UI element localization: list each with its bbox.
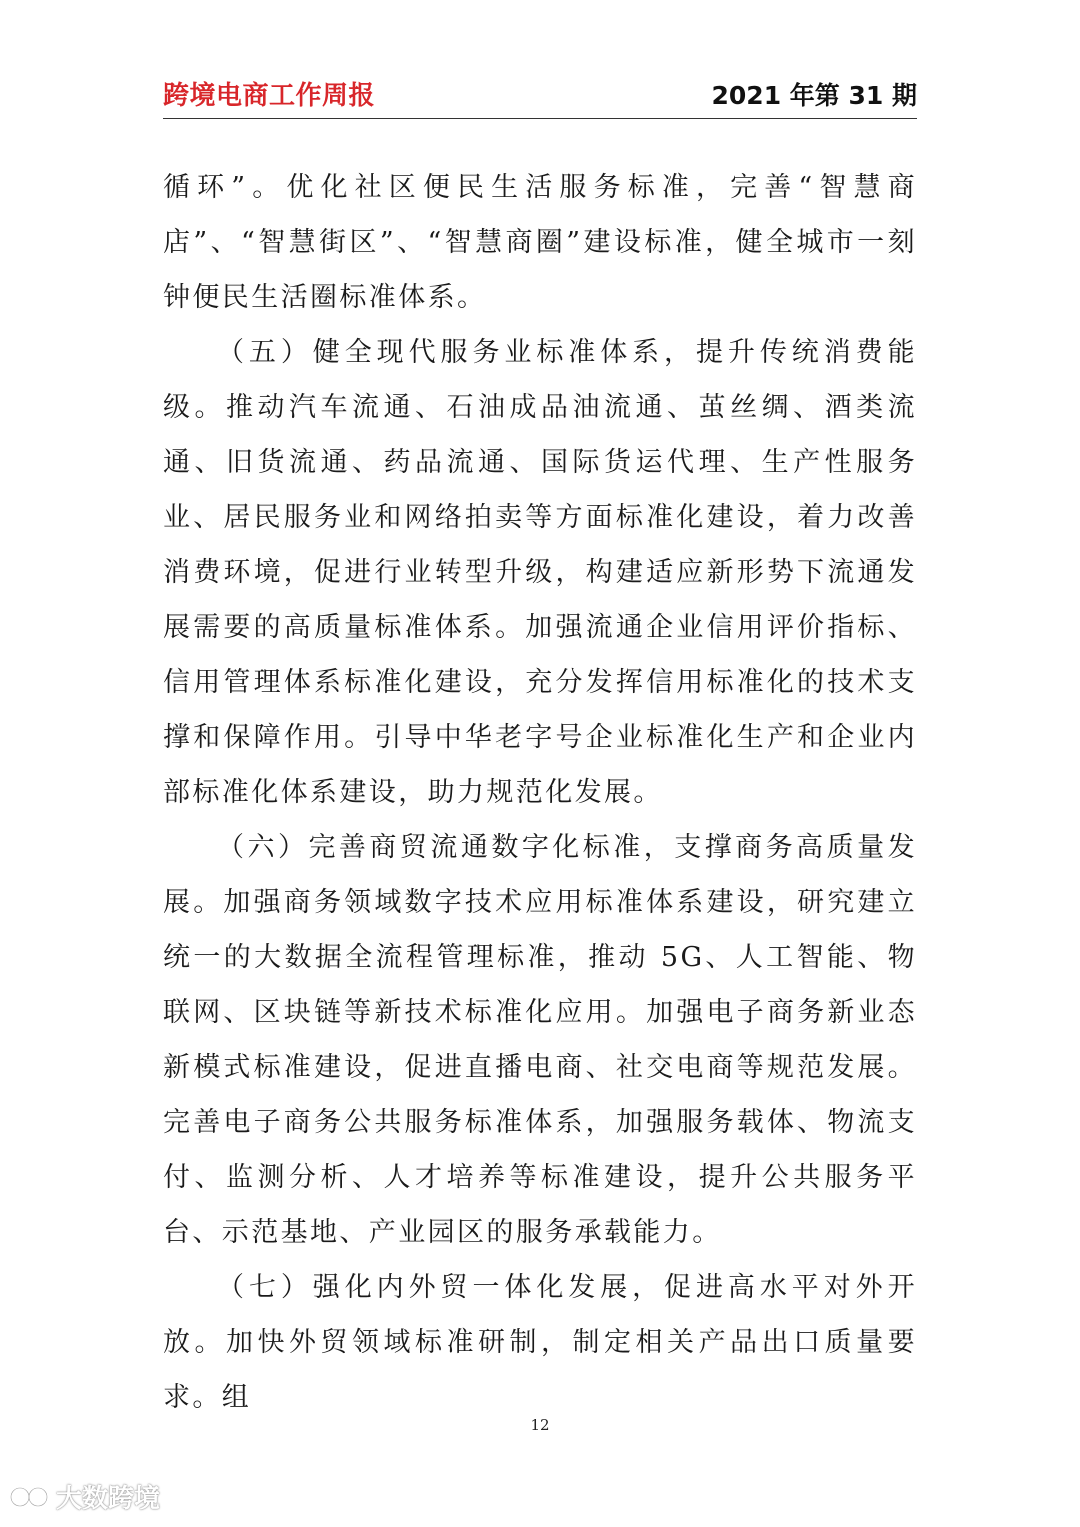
issue-number: 2021 年第 31 期 bbox=[711, 81, 917, 110]
paragraph-section-5: （五）健全现代服务业标准体系，提升传统消费能级。推动汽车流通、石油成品油流通、茧丝绸、酒类流通、旧货流通、药品流通、国际货运代理、生产性服务业、居民服务业和网络拍卖等方面标准化建设，着力改善消费环境，促进行业转型升级，构建适应新形势下流通发展需要的高质量标准体系。加强流通企业信用评价指标、信用管理体系标准化建设，充分发挥信用标准化的技术支撑和保障作用。引导中华老字号企业标准化生产和企业内部标准化体系建设，助力规范化发展。 bbox=[163, 337, 917, 808]
page-number: 12 bbox=[530, 1416, 550, 1434]
watermark-text: 大数跨境 bbox=[56, 1484, 161, 1514]
document-body bbox=[163, 160, 917, 1425]
watermark-logo-icon bbox=[8, 1484, 52, 1510]
paragraph-section-6: （六）完善商贸流通数字化标准，支撑商务高质量发展。加强商务领域数字技术应用标准体系建设，研究建立统一的大数据全流程管理标准，推动 5G、人工智能、物联网、区块链等新技术标准化应用。加强电子商务新业态新模式标准建设，促进直播电商、社交电商等规范发展。完善电子商务公共服务标准体系，加强服务载体、物流支付、监测分析、人才培养等标准建设，提升公共服务平台、示范基地、产业园区的服务承载能力。 bbox=[163, 832, 917, 1248]
watermark bbox=[8, 1478, 160, 1515]
header-divider bbox=[163, 118, 917, 119]
publication-title: 跨境电商工作周报 bbox=[163, 81, 376, 111]
page-header bbox=[163, 74, 917, 112]
paragraph-continuation: 循环”。优化社区便民生活服务标准，完善“智慧商店”、“智慧街区”、“智慧商圈”建设标准，健全城市一刻钟便民生活圈标准体系。 bbox=[163, 172, 917, 313]
paragraph-section-7: （七）强化内外贸一体化发展，促进高水平对外开放。加快外贸领域标准研制，制定相关产品出口质量要求。组 bbox=[163, 1272, 917, 1413]
